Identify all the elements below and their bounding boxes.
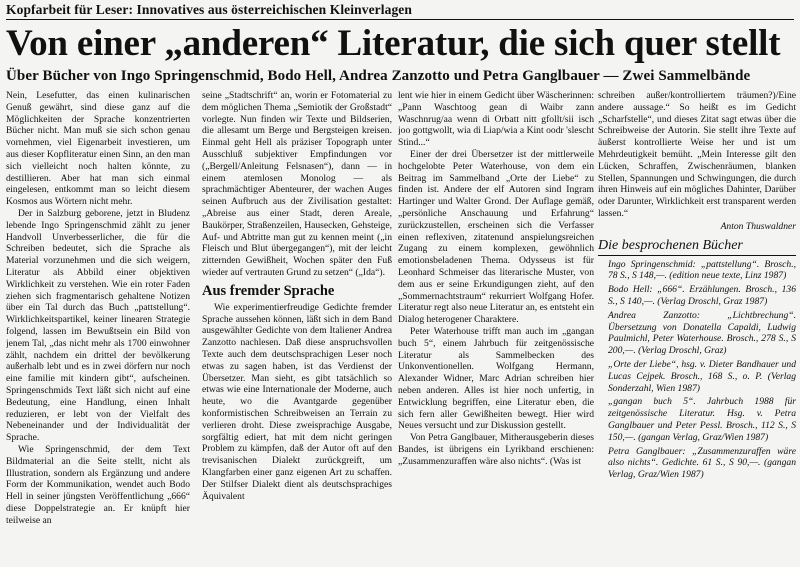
paragraph: Der in Salzburg geborene, jetzt in Bludenz lebende Ingo Springenschmid zählt zu jener Handvoll Unverbesserlicher, die für die Schreiben bedeutet, sich die Sprache als Material vorzunehmen und die sich weigern, Literatur als Abbild einer objektiven Wirklichkeit zu verstehen. Wie ein roter Faden ziehen sich fragmentarisch gehaltene Notizen über ein Tal durch das Buch „pattstellung“. Wirklichkeitspartikel, keiner linearen Strategie folgend, lassen im Bewußtsein ein Bild von jenem Tal, „das nicht mehr als 1700 einwohner zählt, nachdem ein drittel der bevölkerung außerhalb lebt und es in zwei dörfern nur noch eine familie mit kindern gibt“, aufscheinen. Springenschmids Text läßt sich nicht auf eine Bedeutung, eine Handlung, einen Inhalt reduzieren, er lebt von der Vielfalt des Nebeneinander und der Individualität der Sprache. — [6, 207, 190, 444]
book-entry: „gangan buch 5“. Jahrbuch 1988 für zeitgenössische Literatur. Hsg. v. Petra Ganglbauer und Peter Pessl. Brosch., 112 S., S 150,—. (gangan Verlag, Graz/Wien 1987) — [608, 396, 796, 443]
paragraph: Einer der drei Übersetzer ist der mittlerweile hochgelobte Peter Waterhouse, von dem ein Beitrag im Sammelband „Orte der Liebe“ zu finden ist. Andere der elf Autoren sind Ingram Hartinger und Walter Grond. Der Auflage gemäß, „persönliche Anschauung und Erfahrung“ zurückzustellen, erscheinen sich die Verfasser einen reflexiven, zitatenund anspielungsreichen Zugang zu einem komplexen, gewöhnlich emotionsbeladenen Thema. Odysseus ist für Leonhard Schmeiser das literarische Muster, von dem aus er seine Erkundigungen zieht, auf den „Sommernachtstraum“ rekurriert Wolfgang Hofer. Literatur regt also neue Literatur an, es entsteht ein Dialog heterogener Charaktere. — [398, 148, 594, 326]
book-entry: Bodo Hell: „666“. Erzählungen. Brosch., 136 S., S 140,—. (Verlag Droschl, Graz 1987) — [608, 284, 796, 307]
subhead: Über Bücher von Ingo Springenschmid, Bodo Hell, Andrea Zanzotto und Petra Ganglbauer — Zwei Sammelbände — [6, 68, 751, 84]
book-entry: Petra Ganglbauer: „Zusammenzuraffen wäre also nichts“. Gedichte. 61 S., S 90,—. (gangan Verlag, Graz/Wien 1987) — [608, 445, 796, 481]
paragraph: Peter Waterhouse trifft man auch im „gangan buch 5“, einem Jahrbuch für zeitgenössische Literatur als Sammelbecken des Unkonventionellen. Wolfgang Hermann, Alexander Widner, Marc Adrian schreiben hier neben anderen. Alles ist hier noch unfertig, in Entwicklung begriffen, eine Literatur eben, die sich fern aller Gewißheiten bewegt. Hier wird Neues versucht und zur Diskussion gestellt. — [398, 325, 594, 432]
column-1 — [6, 90, 190, 564]
book-entry: Ingo Springenschmid: „pattstellung“. Brosch., 78 S., S 148,—. (edition neue texte, Linz 1987) — [608, 258, 796, 282]
paragraph: Wie experimentierfreudige Gedichte fremder Sprache aussehen können, läßt sich in dem Band ausgewählter Gedichte von dem Italiener Andrea Zanzotto nachlesen. Daß diese anspruchsvollen Texte auch dem deutschsprachigen Leser noch etwas zu sagen haben, ist das Verdienst der Übersetzer. Man sieht, es gibt tatsächlich so etwas wie eine Internationale der Moderne, auch heute, wo die Avantgarde gegenüber konformistischen Schreibweisen an Terrain zu verlieren droht. Diese zweisprachige Ausgabe, sorgfältig ediert, hat mit dem nicht geringen Problem zu kämpfen, daß der Autor oft auf den trevisanischen Dialekt zurückgreift, um Klangfarben einer ganz eigenen Art zu schaffen. Der Stilfser Dialekt dient als deutschsprachiges Äquivalent — [202, 301, 392, 502]
book-entry: „Orte der Liebe“, hsg. v. Dieter Bandhauer und Lucas Cejpek. Brosch., 168 S., o. P. (Verlag Sonderzahl, Wien 1987) — [608, 358, 796, 394]
column-2 — [202, 90, 392, 564]
paragraph: Von Petra Ganglbauer, Mitherausgeberin dieses Bandes, ist übrigens ein Lyrikband erschienen: „Zusammenzuraffen wäre also nichts“. (Was ist — [398, 432, 594, 467]
headline: Von einer „anderen“ Literatur, die sich quer stellt — [6, 23, 781, 64]
book-entry: Andrea Zanzotto: „Lichtbrechung“. Übersetzung von Donatella Capaldi, Ludwig Paulmichl, Peter Waterhouse. Brosch., 278 S., S 200,—. (Verlag Droschl, Graz) — [608, 309, 796, 357]
books-heading: Die besprochenen Bücher — [598, 237, 796, 256]
kicker: Kopfarbeit für Leser: Innovatives aus österreichischen Kleinverlagen — [6, 2, 794, 20]
paragraph: seine „Stadtschrift“ an, worin er Fotomaterial zu dem möglichen Thema „Semiotik der Großstadt“ vorlegte. Nun finden wir Texte und Bildserien, die allesamt um Berge und Bergsteigen kreisen. Einmal geht Hell als präziser Topograph unter Ausschluß subjektiver Empfindungen vor („Bergell/Anleitung Felsnasen“), dann — in einem atemlosen Monolog — als sprachmächtiger Abenteurer, der wachen Auges seinen Aufbruch aus der Zivilisation gestaltet: „Abreise aus einer Stadt, deren Areale, Baukörper, Straßenzeilen, Hausecken, Gehsteige, Auf- und Abtritte man gut zu kennen meint („in Fleisch und Blut übergegangen“), mit der leicht zitternden Gewißheit, Wochen später den Fuß wieder auf vertrauten Grund zu setzen“ („Ida“). — [202, 90, 392, 278]
paragraph: Wie Springenschmid, der dem Text Bildmaterial an die Seite stellt, nicht als Illustration, sondern als Ergänzung und andere Form der Kommunikation, wendet auch Bodo Hell in seiner jüngsten Veröffentlichung „666“ diese Doppelstrategie an. Er knüpft hier teilweise an — [6, 443, 190, 526]
section-heading: Aus fremder Sprache — [202, 282, 335, 299]
paragraph: lent wie hier in einem Gedicht über Wäscherinnen: „Pann Waschtoog gean di Waibr zann Waschnrug/aa wenn di Orbatt nitt gfollt/sii isch joo gottgwollt, wia di Liap/wia a Kint oodr 'slescht Stind...“ — [398, 90, 594, 149]
column-3 — [398, 90, 594, 564]
author-signature: Anton Thuswaldner — [720, 220, 796, 232]
paragraph: Nein, Lesefutter, das einen kulinarischen Genuß gewährt, sind diese ganz auf die Möglichkeiten der Sprache konzentrierten Bücher nicht. Man muß sie sich schon genau vornehmen, viel Eigenarbeit investieren, um aus dieser Kopfliteratur einen Sinn, an den man sich vielleicht noch halten könnte, zu destillieren. Aber hat man sich einmal eingelesen, entkommt man so leicht diesem Kosmos aus Wörtern nicht mehr. — [6, 90, 190, 208]
paragraph: schreiben außer/kontrolliertem träumen?)/Eine andere aussage.“ So heißt es im Gedicht „Scharfstelle“, und dieses Zitat sagt etwas über die Schreibweise der Autorin. Sie stellt ihre Texte auf äußerst kontrollierte Weise her und ist um Mehrdeutigkeit bemüht. „Mein Interesse gilt den Lücken, Schraffen, Zwischenräumen, blanken Stellen, Spannungen und Schwingungen, die durch ihren Hinweis auf ein mögliches Dahinter, Darüber oder Darunter, Wirklichkeit erst transparent werden lassen.“ — [598, 90, 796, 219]
column-4 — [598, 90, 796, 564]
